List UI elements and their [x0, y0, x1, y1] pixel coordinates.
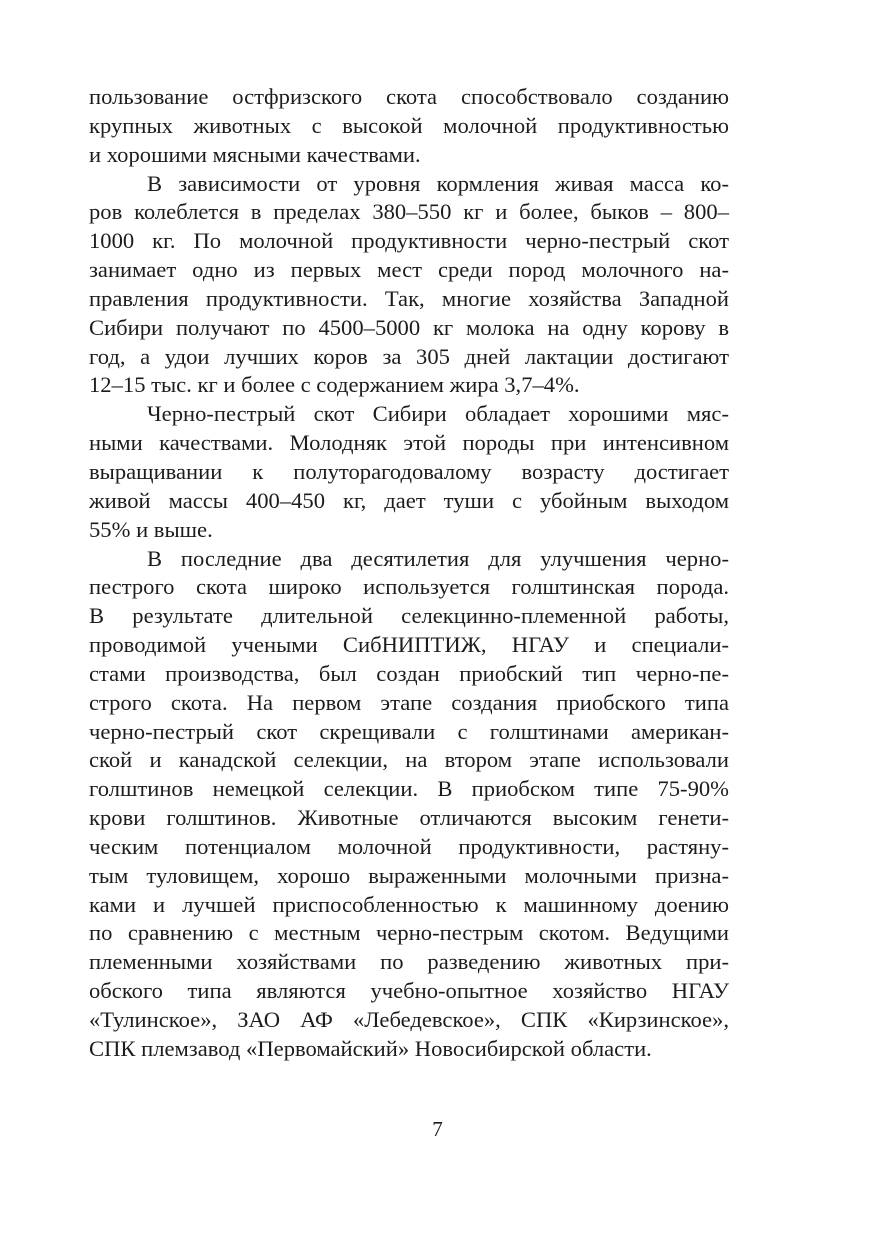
text-line: племенными хозяйствами по разведению животных при-: [89, 949, 729, 975]
paragraph: [89, 400, 729, 544]
text-line: ской и канадской селекции, на втором этапе использовали: [89, 747, 729, 773]
text-line: ными качествами. Молодняк этой породы при интенсивном: [89, 430, 729, 456]
text-line: 55% и выше.: [89, 516, 213, 542]
text-line: Сибири получают по 4500–5000 кг молока на одну корову в: [89, 314, 729, 340]
text-line: 1000 кг. По молочной продуктивности черно-пестрый скот: [89, 228, 729, 254]
body-text: [89, 83, 729, 1064]
text-line: «Тулинское», ЗАО АФ «Лебедевское», СПК «Кирзинское»,: [89, 1007, 729, 1032]
text-line: тым туловищем, хорошо выраженными молочными призна-: [89, 862, 729, 888]
text-line: В результате длительной селекцинно-племенной работы,: [89, 603, 729, 629]
paragraph: [89, 545, 729, 1064]
text-line: Черно-пестрый скот Сибири обладает хорошими мяс-: [147, 401, 729, 427]
text-line: 12–15 тыс. кг и более с содержанием жира 3,7–4%.: [89, 372, 580, 398]
page-number: 7: [432, 1117, 443, 1141]
text-line: пользование остфризского скота способствовало созданию: [89, 84, 729, 109]
text-line: год, а удои лучших коров за 305 дней лактации достигают: [89, 343, 729, 369]
text-line: пестрого скота широко используется голштинская порода.: [89, 574, 729, 600]
paragraph: [89, 83, 729, 170]
text-line: крови голштинов. Животные отличаются высоким генети-: [89, 805, 729, 831]
text-line: голштинов немецкой селекции. В приобском типе 75-90%: [89, 776, 729, 802]
text-line: В зависимости от уровня кормления живая масса ко-: [147, 170, 729, 196]
text-line: ческим потенциалом молочной продуктивности, растяну-: [89, 833, 729, 859]
text-line: правления продуктивности. Так, многие хозяйства Западной: [89, 285, 729, 311]
text-line: черно-пестрый скот скрещивали с голштинами американ-: [89, 718, 729, 744]
text-line: по сравнению с местным черно-пестрым скотом. Ведущими: [89, 920, 729, 946]
text-line: занимает одно из первых мест среди пород молочного на-: [89, 257, 729, 283]
text-line: крупных животных с высокой молочной продуктивностью: [89, 112, 729, 138]
text-line: и хорошими мясными качествами.: [89, 141, 421, 167]
text-line: обского типа являются учебно-опытное хозяйство НГАУ: [89, 978, 729, 1004]
text-line: строго скота. На первом этапе создания приобского типа: [89, 689, 729, 715]
text-line: ками и лучшей приспособленностью к машинному доению: [89, 891, 729, 917]
text-line: выращивании к полуторагодовалому возрасту достигает: [89, 458, 729, 484]
paragraph: [89, 170, 729, 401]
text-line: живой массы 400–450 кг, дает туши с убойным выходом: [89, 487, 729, 513]
text-line: стами производства, был создан приобский тип черно-пе-: [89, 660, 729, 686]
text-line: проводимой учеными СибНИПТИЖ, НГАУ и специали-: [89, 632, 729, 658]
text-line: В последние два десятилетия для улучшения черно-: [147, 545, 729, 571]
text-line: ров колеблется в пределах 380–550 кг и более, быков – 800–: [89, 199, 729, 225]
text-line: СПК племзавод «Первомайский» Новосибирской области.: [89, 1035, 652, 1061]
